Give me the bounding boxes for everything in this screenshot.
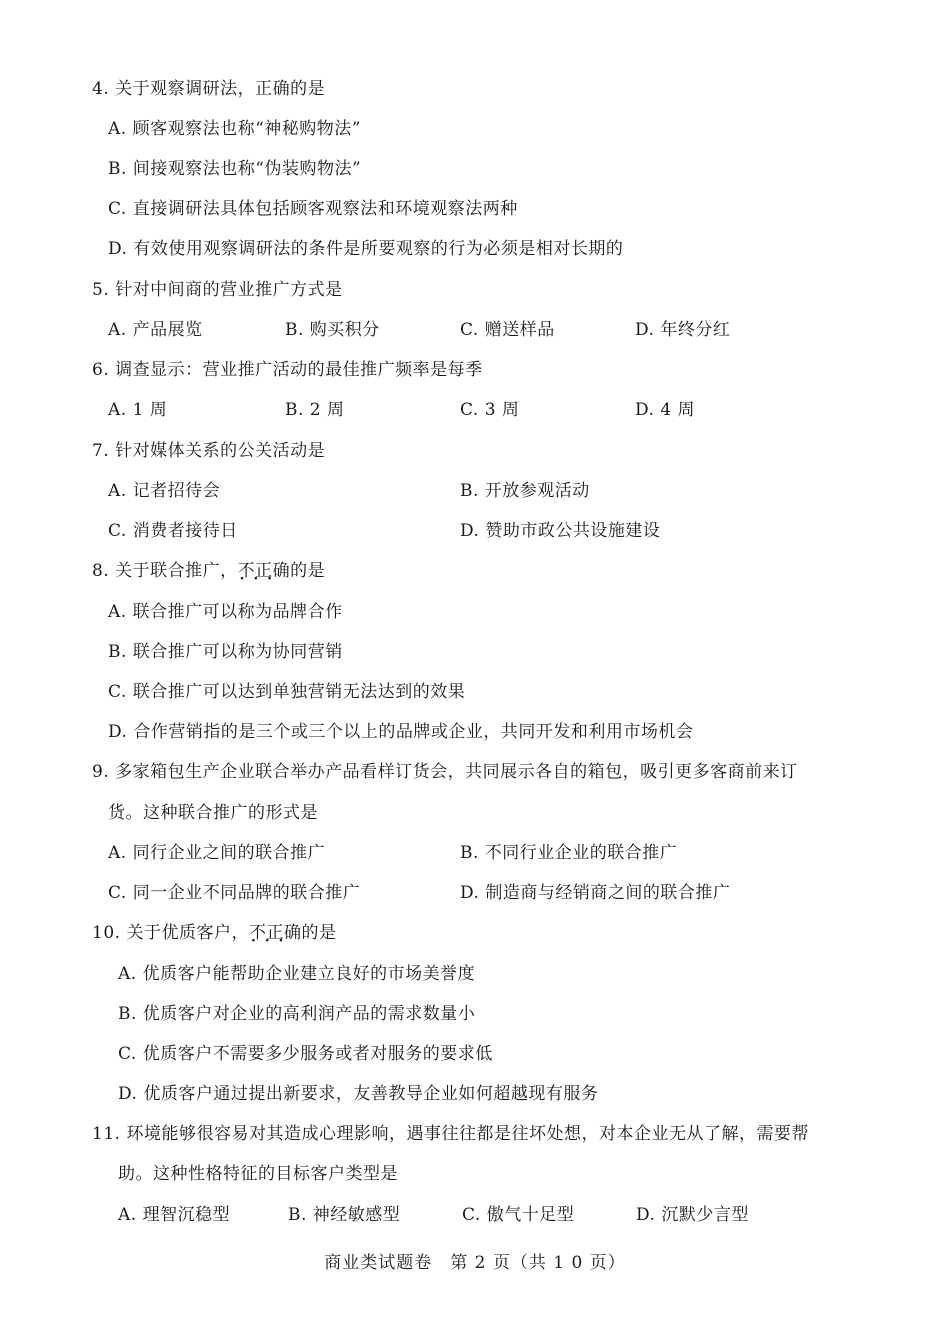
question-8-emphasis: 不正确 · · · — [238, 556, 291, 581]
question-7-option-b: B. 开放参观活动 — [460, 481, 590, 501]
question-4-option-b: B. 间接观察法也称“伪装购物法” — [108, 159, 362, 179]
question-10-option-b: B. 优质客户对企业的高利润产品的需求数量小 — [118, 1004, 476, 1024]
question-8-option-c: C. 联合推广可以达到单独营销无法达到的效果 — [108, 682, 466, 702]
page-footer: 商业类试题卷 第 2 页（共 1 0 页） — [324, 1253, 626, 1273]
question-7-option-d: D. 赞助市政公共设施建设 — [460, 521, 661, 541]
question-9-stem-line2: 货。这种联合推广的形式是 — [108, 803, 318, 823]
question-5-stem: 5. 针对中间商的营业推广方式是 — [92, 280, 343, 300]
question-11-option-c: C. 傲气十足型 — [462, 1205, 575, 1225]
question-6-option-a: A. 1 周 — [108, 400, 168, 420]
question-10-option-a: A. 优质客户能帮助企业建立良好的市场美誉度 — [118, 964, 476, 984]
question-9-option-a: A. 同行企业之间的联合推广 — [108, 843, 326, 863]
question-10-option-d: D. 优质客户通过提出新要求，友善教导企业如何超越现有服务 — [118, 1084, 599, 1104]
question-11-option-a: A. 理智沉稳型 — [118, 1205, 231, 1225]
question-5-option-a: A. 产品展览 — [108, 320, 203, 340]
question-4-stem: 4. 关于观察调研法，正确的是 — [92, 79, 326, 99]
question-5-option-c: C. 赠送样品 — [460, 320, 555, 340]
question-8-stem — [92, 556, 325, 581]
question-10-emphasis: 不正确 · · · — [249, 918, 302, 943]
question-8-option-d: D. 合作营销指的是三个或三个以上的品牌或企业，共同开发和利用市场机会 — [108, 722, 694, 742]
question-11-option-d: D. 沉默少言型 — [636, 1205, 749, 1225]
question-10-stem — [92, 918, 336, 943]
question-11-stem-line2: 助。这种性格特征的目标客户类型是 — [118, 1164, 398, 1184]
question-8-option-a: A. 联合推广可以称为品牌合作 — [108, 602, 343, 622]
question-4-option-a: A. 顾客观察法也称“神秘购物法” — [108, 119, 361, 139]
question-6-option-c: C. 3 周 — [460, 400, 520, 420]
question-7-option-c: C. 消费者接待日 — [108, 521, 238, 541]
question-5-option-d: D. 年终分红 — [635, 320, 731, 340]
question-8-option-b: B. 联合推广可以称为协同营销 — [108, 642, 343, 662]
question-8-stem-suffix: 的是 — [290, 561, 326, 581]
question-4-option-d: D. 有效使用观察调研法的条件是所要观察的行为必须是相对长期的 — [108, 239, 624, 259]
question-6-option-b: B. 2 周 — [285, 400, 345, 420]
question-10-option-c: C. 优质客户不需要多少服务或者对服务的要求低 — [118, 1044, 493, 1064]
question-9-option-b: B. 不同行业企业的联合推广 — [460, 843, 678, 863]
question-11-option-b: B. 神经敏感型 — [288, 1205, 401, 1225]
question-9-stem-line1: 9. 多家箱包生产企业联合举办产品看样订货会，共同展示各自的箱包，吸引更多客商前来订 — [92, 762, 798, 782]
question-4-option-c: C. 直接调研法具体包括顾客观察法和环境观察法两种 — [108, 199, 518, 219]
question-11-stem-line1: 11. 环境能够很容易对其造成心理影响，遇事往往都是往坏处想，对本企业无从了解，需要帮 — [92, 1124, 809, 1144]
question-10-stem-prefix: 10. 关于优质客户， — [92, 923, 249, 943]
question-9-option-d: D. 制造商与经销商之间的联合推广 — [460, 883, 731, 903]
question-6-stem: 6. 调查显示：营业推广活动的最佳推广频率是每季 — [92, 360, 483, 380]
question-5-option-b: B. 购买积分 — [285, 320, 380, 340]
question-9-option-c: C. 同一企业不同品牌的联合推广 — [108, 883, 361, 903]
question-6-option-d: D. 4 周 — [635, 400, 696, 420]
question-7-stem: 7. 针对媒体关系的公关活动是 — [92, 441, 326, 461]
question-10-stem-suffix: 的是 — [301, 923, 337, 943]
question-7-option-a: A. 记者招待会 — [108, 481, 221, 501]
question-8-stem-prefix: 8. 关于联合推广， — [92, 561, 238, 581]
